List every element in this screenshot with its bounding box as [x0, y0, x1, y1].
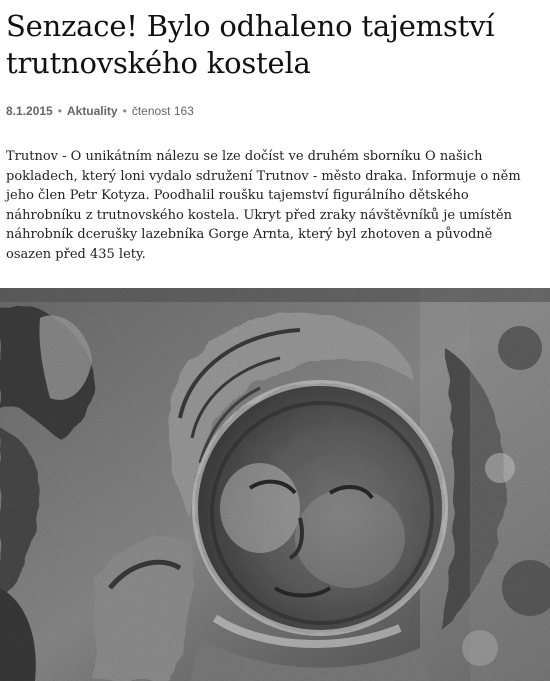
- meta-separator: •: [57, 104, 62, 118]
- article-meta: [6, 104, 194, 118]
- stone-relief-image: [0, 288, 550, 681]
- article-lead: Trutnov - O unikátním nálezu se lze dočíst ve druhém sborníku O našich pokladech, který loni vydalo sdružení Trutnov - město draka. Informuje o něm jeho člen Petr Kotyza. Poodhalil roušku tajemství figurálního dětského náhrobníku z trutnovského kostela. Ukryt před zraky návštěvníků je umístěn náhrobník dcerušky lazebníka Gorge Arnta, který byl zhotoven a původně osazen před 435 lety.: [6, 149, 521, 262]
- article-category-link[interactable]: Aktuality: [66, 104, 118, 118]
- article-title: Senzace! Bylo odhaleno tajemství trutnovského kostela: [6, 9, 495, 80]
- meta-separator: •: [122, 104, 127, 118]
- article-photo[interactable]: [0, 288, 550, 681]
- article-read-count: čtenost 163: [131, 104, 194, 118]
- article-date: 8.1.2015: [6, 104, 53, 118]
